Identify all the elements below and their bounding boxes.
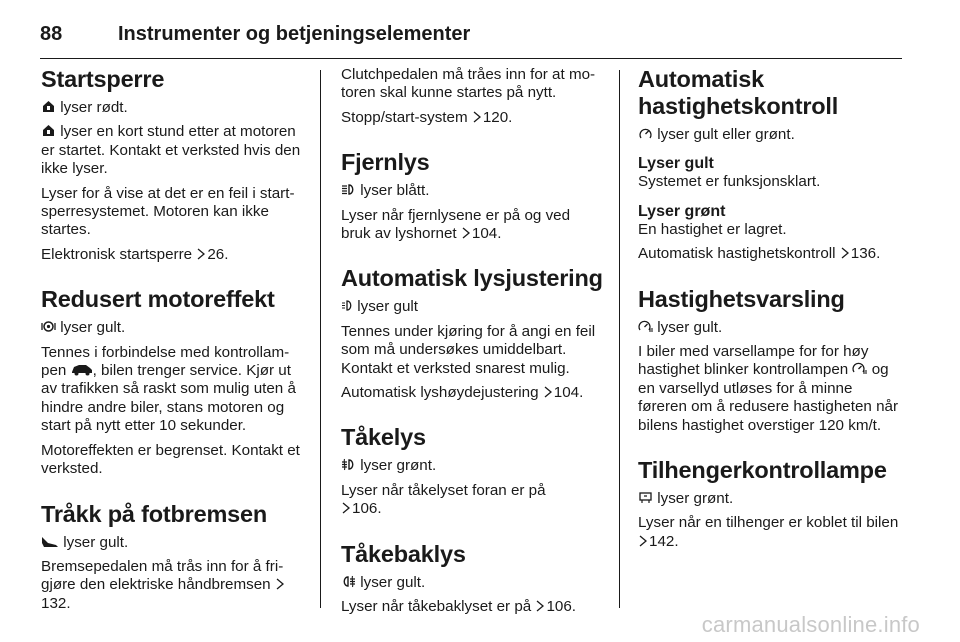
paragraph: En hastighet er lagret. <box>638 220 787 238</box>
paragraph: lyser en kort stund etter at motoren er startet. Kontakt et verksted hvis den ikke lyser. <box>41 123 301 178</box>
paragraph: Stopp/start-system 120. <box>341 108 513 126</box>
paragraph: lyser rødt. <box>41 99 303 117</box>
paragraph: Lyser når tåkebaklyset er på 106. <box>341 598 577 616</box>
paragraph: Tennes i forbindelse med kontrollampen , bilen trenger service. Kjør ut av trafikken så raskt som mulig uten å hindre andre biler, stans motoren og start på nytt etter 10 sekunder. <box>41 343 296 435</box>
paragraph: Lyser når en tilhenger er koblet til bilen 142. <box>638 514 899 550</box>
column-1 <box>41 66 303 619</box>
foot-brake-icon <box>41 535 59 548</box>
column-2 <box>341 66 603 623</box>
cruise-control-icon <box>638 127 653 140</box>
paragraph: Bremsepedalen må trås inn for å frigjøre den elektriske håndbremsen 132. <box>41 557 284 612</box>
header-rule <box>40 58 902 59</box>
paragraph: lyser gult. <box>41 319 303 337</box>
section-title-tilhengerkontrollampe: Tilhengerkontrollampe <box>638 457 887 484</box>
paragraph: lyser gult eller grønt. <box>638 126 900 144</box>
paragraph: Elektronisk startsperre 26. <box>41 245 229 263</box>
paragraph: lyser grønt. <box>341 457 603 475</box>
high-beam-icon <box>341 183 356 196</box>
subheading-lyser-gront: Lyser grønt <box>638 202 726 220</box>
paragraph: Automatisk lyshøydejustering 104. <box>341 384 584 402</box>
immobilizer-icon <box>41 124 56 137</box>
engine-power-icon <box>41 320 56 333</box>
paragraph: Lyser når tåkelyset foran er på 106. <box>341 481 546 518</box>
subheading-lyser-gult: Lyser gult <box>638 155 714 173</box>
rear-fog-light-icon <box>341 575 356 588</box>
paragraph: Automatisk hastighetskontroll 136. <box>638 245 881 263</box>
column-divider <box>320 70 321 608</box>
section-title-automatisk-lysjustering: Automatisk lysjustering <box>341 265 603 292</box>
page-reference-icon <box>276 578 284 590</box>
paragraph: Tennes under kjøring for å angi en feil som må undersøkes umiddelbart. Kontakt et verksted snarest mulig. <box>341 322 596 377</box>
page-reference-icon <box>197 248 205 260</box>
section-title-hastighetsvarsling: Hastighetsvarsling <box>638 285 845 312</box>
speed-warning-icon <box>638 320 653 333</box>
section-title-trakk-pa-fotbremsen: Tråkk på fotbremsen <box>41 500 268 527</box>
page-reference-icon <box>342 502 350 514</box>
section-title-startsperre: Startsperre <box>41 66 165 92</box>
section-title-takebaklys: Tåkebaklys <box>341 540 466 567</box>
watermark: carmanualsonline.info <box>701 612 920 637</box>
column-divider <box>619 70 620 608</box>
page-reference-icon <box>536 600 544 612</box>
page-reference-icon <box>473 111 481 123</box>
paragraph: lyser grønt. <box>638 490 900 508</box>
paragraph: Clutchpedalen må tråes inn for at motoren skal kunne startes på nytt. <box>341 66 596 102</box>
paragraph: lyser gult. <box>41 534 303 552</box>
section-title-fjernlys: Fjernlys <box>341 149 430 176</box>
paragraph: I biler med varsellampe for for høy hastighet blinker kontrollampen og en varsellyd utløses for å minne føreren om å redusere hastigheten når bilens hastighet overstiger 120 km/t. <box>638 343 899 434</box>
section-title-redusert-motoreffekt: Redusert motoreffekt <box>41 286 275 313</box>
page-reference-icon <box>462 227 470 239</box>
section-title-takelys: Tåkelys <box>341 424 426 451</box>
paragraph: lyser gult <box>341 298 603 316</box>
paragraph: Lyser for å vise at det er en feil i startsperresystemet. Motoren kan ikke startes. <box>41 184 295 239</box>
front-fog-light-icon <box>341 458 356 471</box>
section-title-automatisk-hastighetskontroll: Automatisk hastighetskontroll <box>638 66 839 119</box>
paragraph: Systemet er funksjonsklart. <box>638 173 821 191</box>
page-reference-icon <box>544 386 552 398</box>
trailer-icon <box>638 491 653 504</box>
speed-warning-icon <box>852 362 867 375</box>
car-service-icon <box>71 363 93 376</box>
paragraph: lyser blått. <box>341 182 603 200</box>
page-reference-icon <box>639 535 647 547</box>
column-3 <box>638 66 900 557</box>
page-reference-icon <box>841 247 849 259</box>
paragraph: lyser gult. <box>638 319 900 337</box>
paragraph: lyser gult. <box>341 574 603 592</box>
chapter-title: Instrumenter og betjeningselementer <box>118 22 471 45</box>
page-header <box>40 18 920 50</box>
immobilizer-icon <box>41 100 56 113</box>
paragraph: Motoreffekten er begrenset. Kontakt et verksted. <box>41 441 300 478</box>
page-number: 88 <box>40 22 63 45</box>
paragraph: Lyser når fjernlysene er på og ved bruk av lyshornet 104. <box>341 206 571 243</box>
headlight-leveling-icon <box>341 299 353 312</box>
